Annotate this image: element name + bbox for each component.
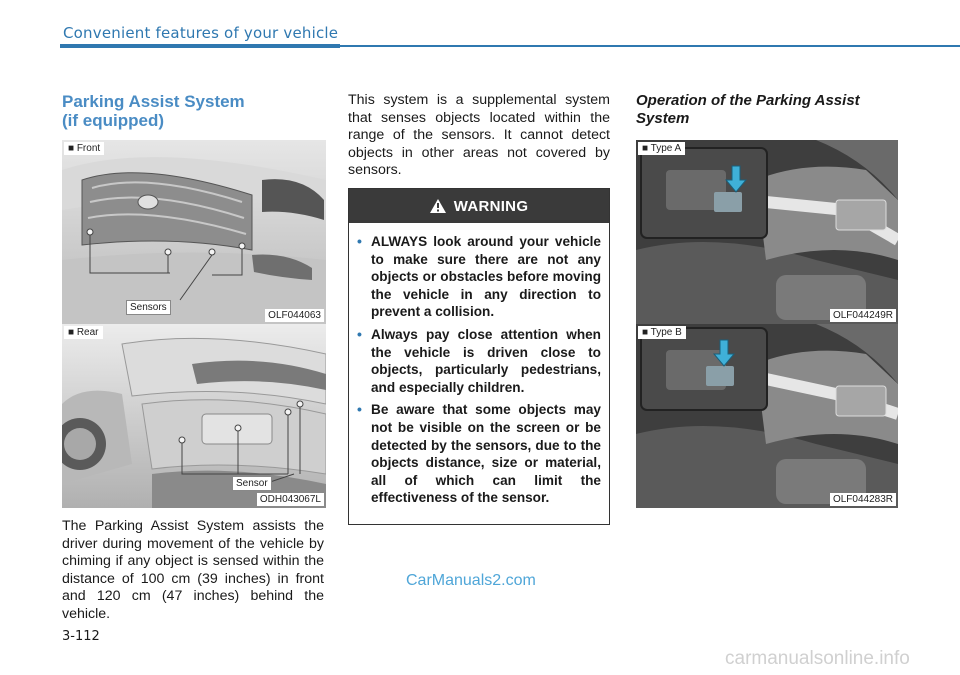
warning-header (349, 189, 609, 223)
page-number: 3-112 (62, 629, 100, 644)
operation-title-line1: Operation of the Parking Assist (636, 92, 860, 109)
rear-figure (62, 324, 326, 508)
header-rule-thin (340, 45, 960, 47)
header-rule-thick (60, 44, 340, 48)
front-figure-tag: ■ Front (64, 142, 104, 155)
type-a-figure (636, 140, 898, 324)
type-b-figure-tag: ■ Type B (638, 326, 686, 339)
warning-box (348, 188, 610, 525)
section-title-line1: Parking Assist System (62, 92, 245, 111)
rear-sensor-label: Sensor (232, 476, 272, 491)
warning-item: • Always pay close attention when the vehicle is driven close to objects, particularly pedestrians, and especially children. (357, 325, 601, 395)
warning-list (349, 223, 609, 507)
type-b-figure-code: OLF044283R (830, 493, 896, 506)
section-title (62, 92, 322, 130)
front-sensors-label: Sensors (126, 300, 171, 315)
type-a-figure-code: OLF044249R (830, 309, 896, 322)
warning-item: • Be aware that some objects may not be visible on the screen or be detected by the sensors, due to the objects distance, size or material, all of which can limit the effectiveness of the sensor. (357, 401, 601, 506)
front-figure-code: OLF044063 (265, 309, 324, 322)
bullet-icon: • (357, 401, 362, 418)
type-a-console-illustration (636, 140, 898, 324)
front-car-illustration (62, 140, 326, 324)
front-figure (62, 140, 326, 324)
rear-figure-code: ODH043067L (257, 493, 324, 506)
warning-item: • ALWAYS look around your vehicle to make sure there are not any objects or obstacles before moving the vehicle in any direction to prevent a collision. (357, 233, 601, 320)
running-header: Convenient features of your vehicle (63, 24, 339, 42)
rear-figure-tag: ■ Rear (64, 326, 103, 339)
type-b-figure (636, 324, 898, 508)
watermark-link[interactable]: CarManuals2.com (406, 572, 536, 589)
left-paragraph: The Parking Assist System assists the driver during movement of the vehicle by chiming if any object is sensed within the distance of 100 cm (39 inches) in front and 120 cm (47 inches) behind the vehicle. (62, 518, 324, 622)
footer-watermark: carmanualsonline.info (725, 648, 910, 669)
bullet-icon: • (357, 233, 362, 249)
rear-car-illustration (62, 324, 326, 508)
operation-title (636, 92, 906, 128)
warning-triangle-icon (430, 199, 446, 213)
warning-title: WARNING (453, 197, 529, 215)
mid-paragraph: This system is a supplemental system that senses objects located within the range of the sensors. It cannot detect objects in other areas not covered by sensors. (348, 92, 610, 179)
operation-title-line2: System (636, 110, 690, 127)
bullet-icon: • (357, 325, 362, 342)
type-a-figure-tag: ■ Type A (638, 142, 685, 155)
section-title-line2: (if equipped) (62, 111, 164, 130)
type-b-console-illustration (636, 324, 898, 508)
